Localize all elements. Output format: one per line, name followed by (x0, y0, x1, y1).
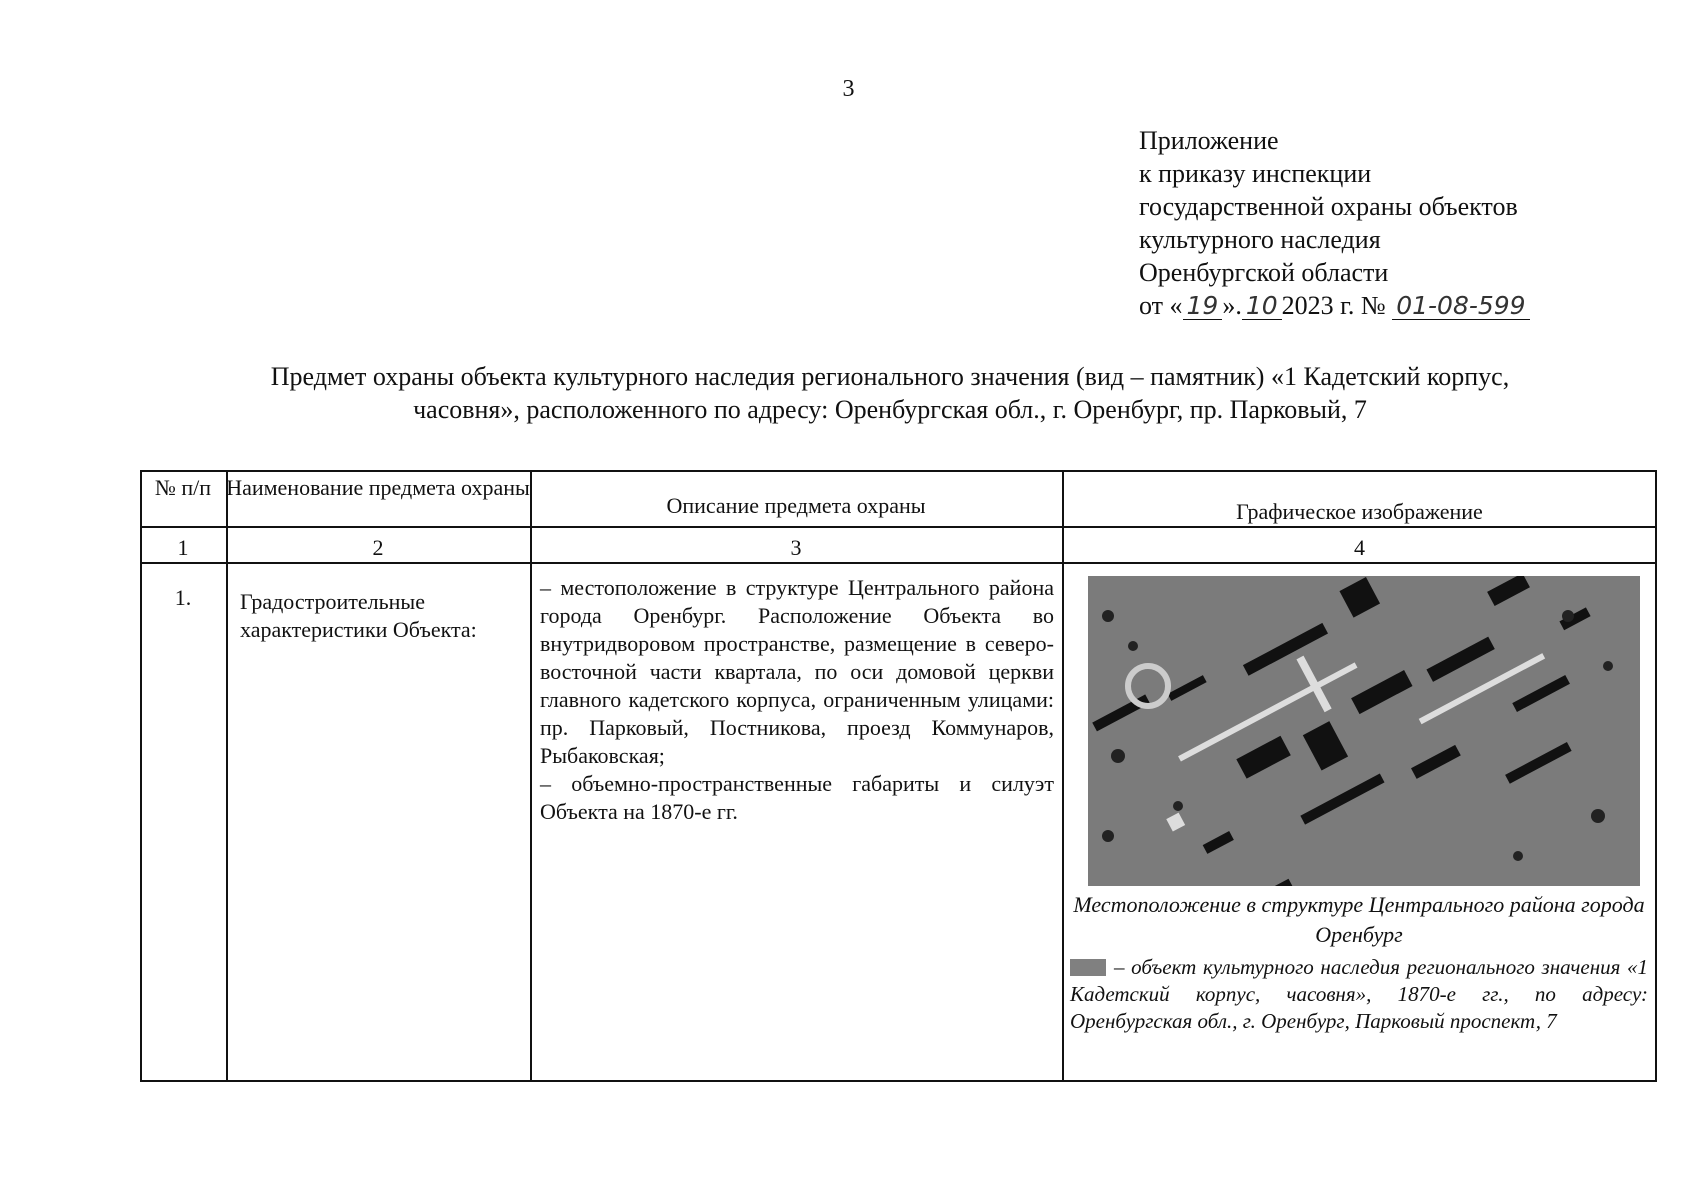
appendix-line: Приложение (1139, 126, 1279, 155)
row-description (540, 574, 1054, 826)
title-line-1: Предмет охраны объекта культурного наследия регионального значения (вид – памятник) «1 Кадетский корпус, (270, 362, 1510, 391)
legend-swatch (1070, 959, 1106, 976)
handwritten-order-number: 01-08-599 (1392, 293, 1529, 320)
description-paragraph: – объемно-пространственные габариты и силуэт Объекта на 1870-е гг. (540, 771, 1054, 824)
document-title (180, 360, 1600, 426)
handwritten-day: 19 (1183, 293, 1223, 320)
appendix-line: Оренбургской области (1139, 258, 1389, 287)
column-index: 2 (372, 535, 384, 560)
index-row-divider (140, 562, 1657, 564)
legend-text: – объект культурного наследия регионального значения «1 Кадетский корпус, часовня», 1870-е гг., по адресу: Оренбургская обл., г. Оренбург, Парковый проспект, 7 (1070, 955, 1648, 1033)
header-name: Наименование предмета охраны (226, 475, 530, 500)
handwritten-month: 10 (1242, 293, 1282, 320)
header-divider (140, 526, 1657, 528)
column-index: 4 (1354, 535, 1365, 560)
header-image: Графическое изображение (1236, 499, 1483, 524)
column-index: 1 (177, 535, 189, 560)
order-date-line (1139, 289, 1530, 322)
appendix-line: культурного наследия (1139, 225, 1381, 254)
header-number: № п/п (154, 475, 212, 500)
table-border-bottom (140, 1080, 1657, 1082)
date-mid: ». (1222, 291, 1242, 320)
date-prefix: от « (1139, 291, 1183, 320)
appendix-line: к приказу инспекции (1139, 159, 1372, 188)
year-suffix: 2023 г. № (1281, 291, 1386, 320)
map-legend (1070, 954, 1648, 1035)
description-paragraph: – местоположение в структуре Центрального района города Оренбург. Расположение Объекта во внутридворовом пространстве, размещение в северо-восточной части квартала, по оси домовой церкви главного кадетского корпуса, ограниченным улицами: пр. Парковый, Постникова, проезд Коммунаров, Рыбаковская; (540, 575, 1054, 768)
column-index: 3 (790, 535, 802, 560)
row-name: Градостроительные характеристики Объекта: (240, 589, 477, 642)
header-description: Описание предмета охраны (666, 493, 926, 518)
row-number: 1. (174, 585, 192, 610)
protection-subject-table (140, 470, 1657, 1082)
page-number: 3 (842, 76, 855, 102)
aerial-map-image (1088, 576, 1640, 886)
map-caption: Местоположение в структуре Центрального района города Оренбург (1073, 892, 1645, 947)
appendix-block (1139, 124, 1530, 322)
title-line-2: часовня», расположенного по адресу: Оренбургская обл., г. Оренбург, пр. Парковый, 7 (413, 395, 1367, 424)
table-border-top (140, 470, 1657, 472)
appendix-line: государственной охраны объектов (1139, 192, 1518, 221)
